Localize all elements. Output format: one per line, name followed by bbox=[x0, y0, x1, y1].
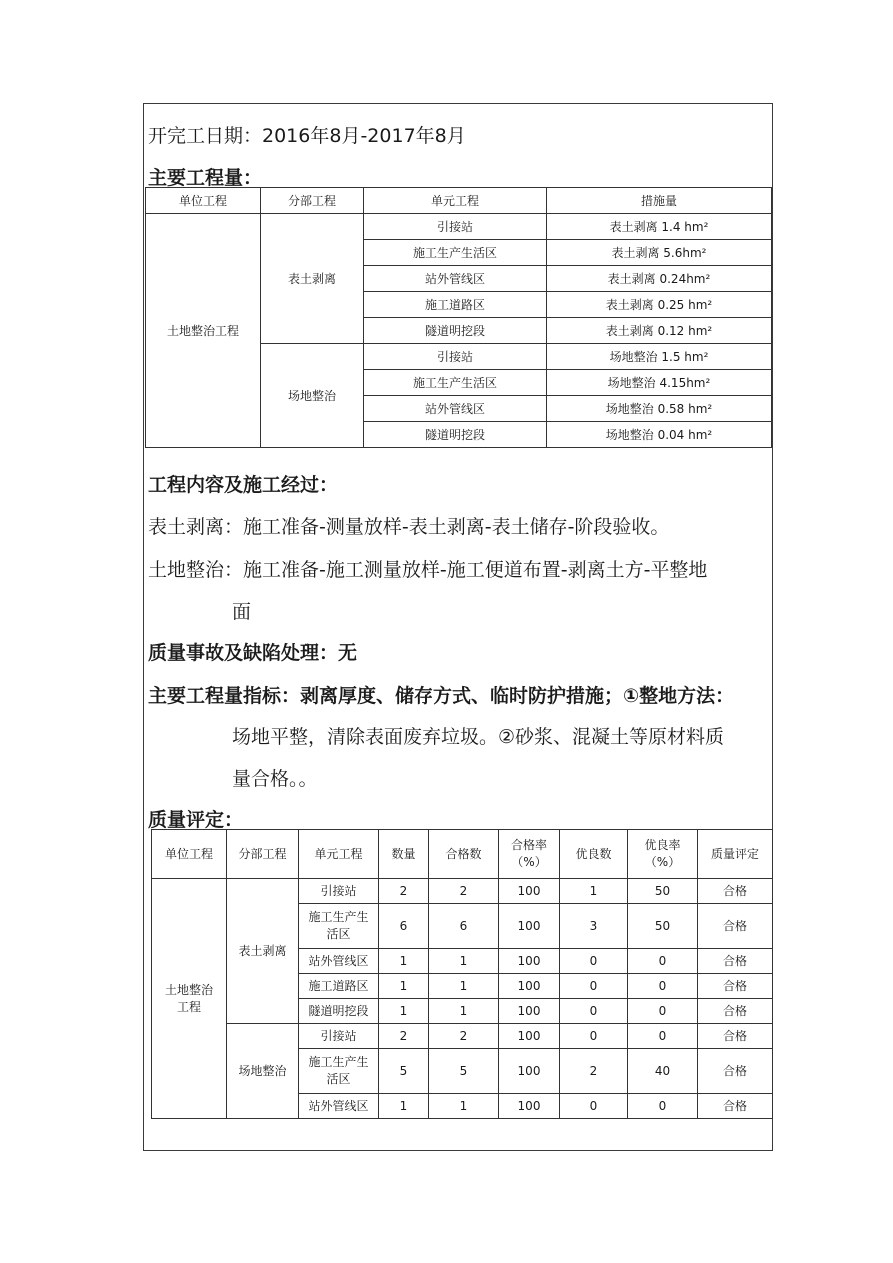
element-cell: 隧道明挖段 bbox=[299, 999, 379, 1024]
header-cell: 单位工程 bbox=[152, 830, 227, 879]
pass-rate-cell: 100 bbox=[499, 974, 560, 999]
count-cell: 6 bbox=[379, 904, 429, 949]
pass-count-cell: 2 bbox=[429, 879, 499, 904]
header-cell: 分部工程 bbox=[227, 830, 299, 879]
excellent-count-cell: 2 bbox=[560, 1049, 628, 1094]
division-cell: 场地整治 bbox=[227, 1024, 299, 1119]
unit-cell: 土地整治 工程 bbox=[152, 879, 227, 1119]
measure-cell: 场地整治 0.04 hm² bbox=[547, 422, 772, 448]
count-cell: 1 bbox=[379, 999, 429, 1024]
pass-count-cell: 1 bbox=[429, 999, 499, 1024]
count-cell: 1 bbox=[379, 949, 429, 974]
unit-cell: 土地整治工程 bbox=[146, 214, 261, 448]
header-cell: 分部工程 bbox=[261, 188, 364, 214]
rating-cell: 合格 bbox=[698, 904, 773, 949]
process-line-2: 土地整治：施工准备-施工测量放样-施工便道布置-剥离土方-平整地 bbox=[148, 559, 708, 581]
pass-rate-cell: 100 bbox=[499, 1094, 560, 1119]
element-cell: 隧道明挖段 bbox=[364, 318, 547, 344]
pass-count-cell: 6 bbox=[429, 904, 499, 949]
pass-rate-cell: 100 bbox=[499, 1049, 560, 1094]
rating-cell: 合格 bbox=[698, 949, 773, 974]
header-cell: 合格率 （%） bbox=[499, 830, 560, 879]
element-cell: 站外管线区 bbox=[299, 949, 379, 974]
excellent-count-cell: 0 bbox=[560, 999, 628, 1024]
element-cell: 站外管线区 bbox=[364, 266, 547, 292]
indicator-line-2: 场地平整，清除表面废弃垃圾。②砂浆、混凝土等原材料质 bbox=[232, 726, 725, 748]
pass-count-cell: 1 bbox=[429, 949, 499, 974]
pass-rate-cell: 100 bbox=[499, 879, 560, 904]
header-cell: 单元工程 bbox=[299, 830, 379, 879]
count-cell: 1 bbox=[379, 1094, 429, 1119]
excellent-rate-cell: 0 bbox=[628, 1024, 698, 1049]
workload-table bbox=[145, 187, 772, 448]
dates-line: 开完工日期：2016年8月-2017年8月 bbox=[148, 125, 466, 147]
indicator-line-1: 主要工程量指标：剥离厚度、储存方式、临时防护措施；①整地方法： bbox=[148, 685, 735, 707]
measure-cell: 场地整治 0.58 hm² bbox=[547, 396, 772, 422]
excellent-count-cell: 0 bbox=[560, 1094, 628, 1119]
header-cell: 数量 bbox=[379, 830, 429, 879]
excellent-count-cell: 0 bbox=[560, 1024, 628, 1049]
rating-cell: 合格 bbox=[698, 1094, 773, 1119]
count-cell: 1 bbox=[379, 974, 429, 999]
count-cell: 2 bbox=[379, 879, 429, 904]
table-row bbox=[146, 214, 772, 240]
rating-cell: 合格 bbox=[698, 1049, 773, 1094]
measure-cell: 表土剥离 0.12 hm² bbox=[547, 318, 772, 344]
excellent-rate-cell: 0 bbox=[628, 949, 698, 974]
rating-cell: 合格 bbox=[698, 1024, 773, 1049]
excellent-count-cell: 0 bbox=[560, 949, 628, 974]
rating-cell: 合格 bbox=[698, 974, 773, 999]
element-cell: 施工生产生活区 bbox=[364, 240, 547, 266]
indicator-line-3: 量合格。。 bbox=[232, 768, 318, 790]
pass-count-cell: 5 bbox=[429, 1049, 499, 1094]
pass-rate-cell: 100 bbox=[499, 904, 560, 949]
header-cell: 优良率 （%） bbox=[628, 830, 698, 879]
excellent-count-cell: 0 bbox=[560, 974, 628, 999]
excellent-count-cell: 3 bbox=[560, 904, 628, 949]
process-line-2-continued: 面 bbox=[232, 601, 252, 623]
excellent-rate-cell: 0 bbox=[628, 1094, 698, 1119]
pass-rate-cell: 100 bbox=[499, 999, 560, 1024]
header-cell: 措施量 bbox=[547, 188, 772, 214]
measure-cell: 表土剥离 0.24hm² bbox=[547, 266, 772, 292]
pass-rate-cell: 100 bbox=[499, 949, 560, 974]
quality-heading: 质量评定： bbox=[148, 809, 244, 831]
measure-cell: 表土剥离 0.25 hm² bbox=[547, 292, 772, 318]
element-cell: 引接站 bbox=[299, 1024, 379, 1049]
element-cell: 隧道明挖段 bbox=[364, 422, 547, 448]
measure-cell: 表土剥离 5.6hm² bbox=[547, 240, 772, 266]
element-cell: 引接站 bbox=[364, 344, 547, 370]
workload-heading: 主要工程量： bbox=[148, 167, 263, 189]
element-cell: 站外管线区 bbox=[299, 1094, 379, 1119]
pass-rate-cell: 100 bbox=[499, 1024, 560, 1049]
header-cell: 合格数 bbox=[429, 830, 499, 879]
element-cell: 引接站 bbox=[299, 879, 379, 904]
excellent-count-cell: 1 bbox=[560, 879, 628, 904]
element-cell: 施工道路区 bbox=[299, 974, 379, 999]
excellent-rate-cell: 50 bbox=[628, 879, 698, 904]
count-cell: 2 bbox=[379, 1024, 429, 1049]
measure-cell: 场地整治 4.15hm² bbox=[547, 370, 772, 396]
pass-count-cell: 1 bbox=[429, 974, 499, 999]
element-cell: 施工生产生 活区 bbox=[299, 904, 379, 949]
rating-cell: 合格 bbox=[698, 879, 773, 904]
excellent-rate-cell: 0 bbox=[628, 974, 698, 999]
element-cell: 施工生产生活区 bbox=[364, 370, 547, 396]
pass-count-cell: 2 bbox=[429, 1024, 499, 1049]
table-row bbox=[152, 879, 773, 904]
division-cell: 场地整治 bbox=[261, 344, 364, 448]
header-cell: 质量评定 bbox=[698, 830, 773, 879]
division-cell: 表土剥离 bbox=[227, 879, 299, 1024]
excellent-rate-cell: 0 bbox=[628, 999, 698, 1024]
element-cell: 站外管线区 bbox=[364, 396, 547, 422]
pass-count-cell: 1 bbox=[429, 1094, 499, 1119]
header-cell: 单元工程 bbox=[364, 188, 547, 214]
element-cell: 施工生产生 活区 bbox=[299, 1049, 379, 1094]
division-cell: 表土剥离 bbox=[261, 214, 364, 344]
count-cell: 5 bbox=[379, 1049, 429, 1094]
table-row bbox=[152, 1024, 773, 1049]
measure-cell: 场地整治 1.5 hm² bbox=[547, 344, 772, 370]
rating-cell: 合格 bbox=[698, 999, 773, 1024]
process-line-1: 表土剥离：施工准备-测量放样-表土剥离-表土储存-阶段验收。 bbox=[148, 516, 670, 538]
header-cell: 优良数 bbox=[560, 830, 628, 879]
excellent-rate-cell: 50 bbox=[628, 904, 698, 949]
element-cell: 引接站 bbox=[364, 214, 547, 240]
measure-cell: 表土剥离 1.4 hm² bbox=[547, 214, 772, 240]
quality-table bbox=[151, 829, 773, 1119]
defect-line: 质量事故及缺陷处理：无 bbox=[148, 642, 358, 664]
excellent-rate-cell: 40 bbox=[628, 1049, 698, 1094]
header-cell: 单位工程 bbox=[146, 188, 261, 214]
element-cell: 施工道路区 bbox=[364, 292, 547, 318]
process-heading: 工程内容及施工经过： bbox=[148, 474, 339, 496]
